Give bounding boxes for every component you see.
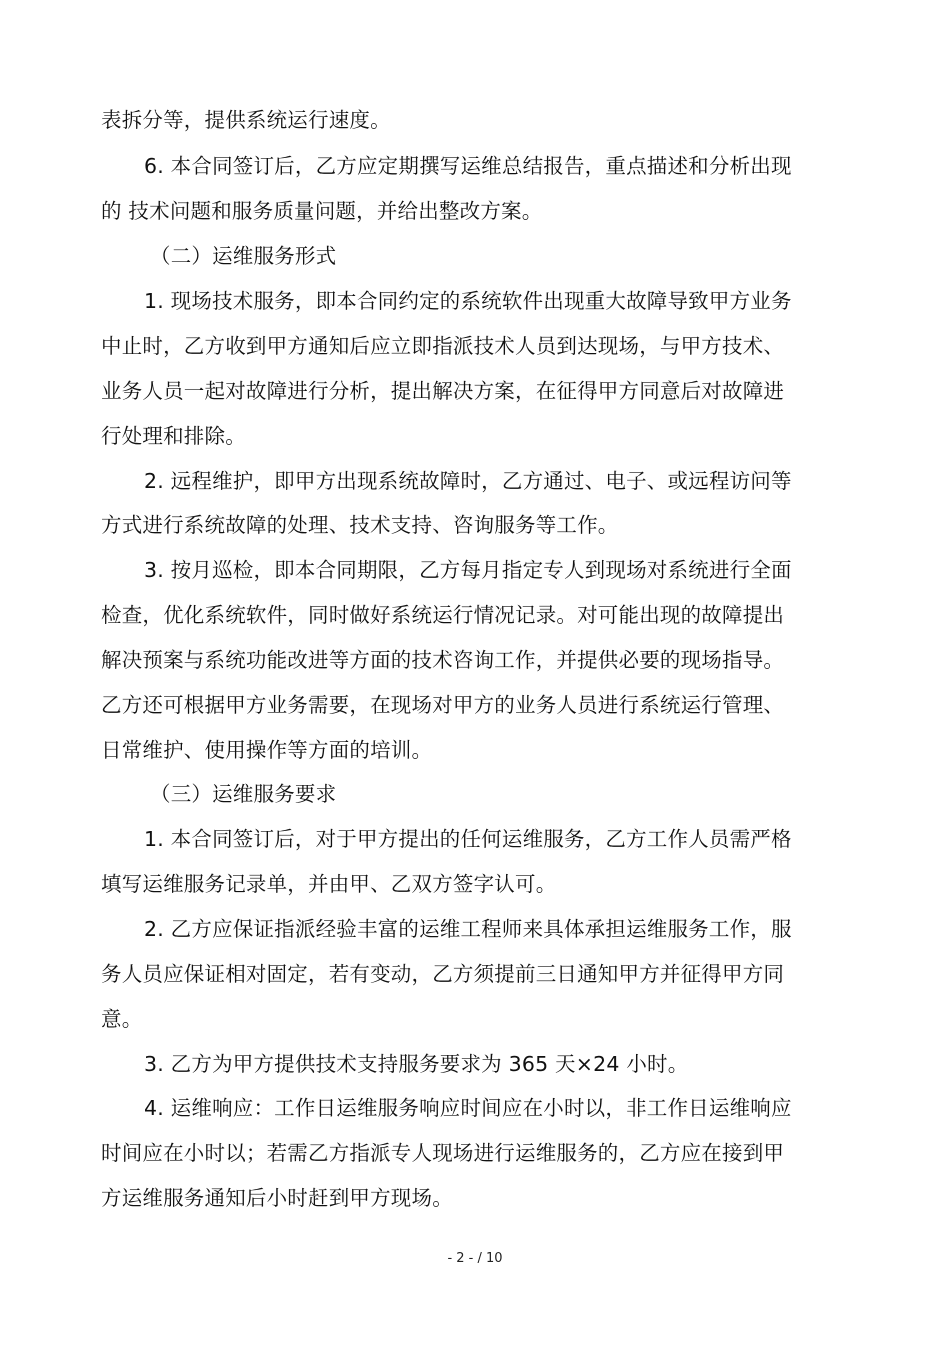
text-line: 解决预案与系统功能改进等方面的技术咨询工作，并提供必要的现场指导。 bbox=[101, 648, 785, 672]
text-line: 务人员应保证相对固定，若有变动，乙方须提前三日通知甲方并征得甲方同 bbox=[101, 962, 785, 986]
text-line: 业务人员一起对故障进行分析，提出解决方案，在征得甲方同意后对故障进 bbox=[101, 379, 785, 403]
paragraph-4: 4. 运维响应：工作日运维服务响应时间应在小时以，非工作日运维响应 bbox=[144, 1096, 792, 1120]
text-line: 意。 bbox=[101, 1007, 143, 1031]
paragraph-2: 2. 远程维护，即甲方出现系统故障时，乙方通过、电子、或远程访问等 bbox=[144, 469, 792, 493]
text-line: 日常维护、使用操作等方面的培训。 bbox=[101, 738, 433, 762]
text-line: 填写运维服务记录单，并由甲、乙双方签字认可。 bbox=[101, 872, 557, 896]
text-line: 乙方还可根据甲方业务需要，在现场对甲方的业务人员进行系统运行管理、 bbox=[101, 693, 785, 717]
text-line: 方式进行系统故障的处理、技术支持、咨询服务等工作。 bbox=[101, 513, 619, 537]
paragraph-3: 3. 乙方为甲方提供技术支持服务要求为 365 天×24 小时。 bbox=[144, 1052, 689, 1076]
page-number: - 2 - / 10 bbox=[447, 1251, 503, 1266]
text-line: 检查，优化系统软件，同时做好系统运行情况记录。对可能出现的故障提出 bbox=[101, 603, 785, 627]
section-heading-3: （三）运维服务要求 bbox=[150, 782, 337, 806]
paragraph-3: 3. 按月巡检，即本合同期限，乙方每月指定专人到现场对系统进行全面 bbox=[144, 558, 792, 582]
paragraph-1: 1. 本合同签订后，对于甲方提出的任何运维服务，乙方工作人员需严格 bbox=[144, 827, 792, 851]
paragraph-1: 1. 现场技术服务，即本合同约定的系统软件出现重大故障导致甲方业务 bbox=[144, 289, 792, 313]
text-line: 中止时，乙方收到甲方通知后应立即指派技术人员到达现场，与甲方技术、 bbox=[101, 334, 785, 358]
text-line: 的 技术问题和服务质量问题，并给出整改方案。 bbox=[101, 199, 543, 223]
text-line: 表拆分等，提供系统运行速度。 bbox=[101, 108, 391, 132]
paragraph-6: 6. 本合同签订后，乙方应定期撰写运维总结报告，重点描述和分析出现 bbox=[144, 154, 792, 178]
text-line: 行处理和排除。 bbox=[101, 424, 246, 448]
paragraph-2: 2. 乙方应保证指派经验丰富的运维工程师来具体承担运维服务工作，服 bbox=[144, 917, 792, 941]
section-heading-2: （二）运维服务形式 bbox=[150, 244, 337, 268]
text-line: 方运维服务通知后小时赶到甲方现场。 bbox=[101, 1186, 453, 1210]
text-line: 时间应在小时以；若需乙方指派专人现场进行运维服务的，乙方应在接到甲 bbox=[101, 1141, 785, 1165]
